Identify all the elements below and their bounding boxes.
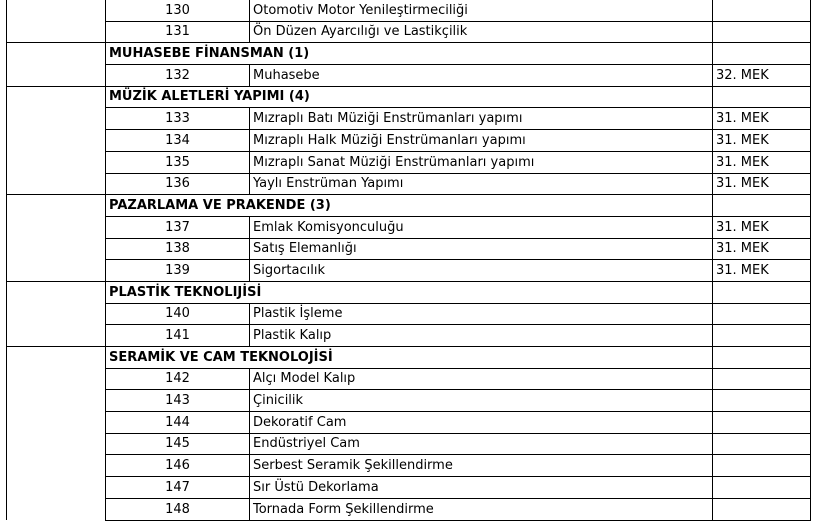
program-name: Plastik İşleme (250, 303, 713, 325)
program-name: Ön Düzen Ayarcılığı ve Lastikçilik (250, 21, 713, 43)
blank-cell (7, 21, 106, 43)
blank-cell (7, 65, 106, 87)
note-cell (713, 0, 811, 21)
program-name: Emlak Komisyonculuğu (250, 216, 713, 238)
program-name: Alçı Model Kalıp (250, 368, 713, 390)
table-row (7, 260, 811, 282)
note-cell (713, 86, 811, 108)
blank-cell (7, 390, 106, 412)
blank-cell (7, 325, 106, 347)
row-number: 141 (106, 325, 250, 347)
program-name: Otomotiv Motor Yenileştirmeciliği (250, 0, 713, 21)
blank-cell (7, 108, 106, 130)
note-cell: 31. MEK (713, 216, 811, 238)
blank-cell (7, 43, 106, 65)
blank-cell (7, 498, 106, 520)
program-name: Sır Üstü Dekorlama (250, 477, 713, 499)
blank-cell (7, 86, 106, 108)
note-cell (713, 498, 811, 520)
blank-cell (7, 347, 106, 369)
note-cell (713, 347, 811, 369)
program-name: Tornada Form Şekillendirme (250, 498, 713, 520)
note-cell (713, 477, 811, 499)
row-number: 137 (106, 216, 250, 238)
row-number: 131 (106, 21, 250, 43)
table-row (7, 325, 811, 347)
program-name: Çinicilik (250, 390, 713, 412)
note-cell (713, 325, 811, 347)
table-row (7, 455, 811, 477)
section-header-row (7, 281, 811, 303)
note-cell: 31. MEK (713, 238, 811, 260)
note-cell (713, 368, 811, 390)
blank-cell (7, 0, 106, 21)
program-name: Mızraplı Sanat Müziği Enstrümanları yapımı (250, 151, 713, 173)
row-number: 142 (106, 368, 250, 390)
table-row (7, 65, 811, 87)
row-number: 143 (106, 390, 250, 412)
table-row (7, 216, 811, 238)
table-row (7, 498, 811, 520)
note-cell (713, 455, 811, 477)
table-row (7, 238, 811, 260)
program-name: Plastik Kalıp (250, 325, 713, 347)
row-number: 138 (106, 238, 250, 260)
table-row (7, 130, 811, 152)
note-cell: 31. MEK (713, 151, 811, 173)
note-cell (713, 195, 811, 217)
section-title: PAZARLAMA VE PRAKENDE (3) (106, 195, 713, 217)
table-row (7, 303, 811, 325)
blank-cell (7, 477, 106, 499)
table-row (7, 0, 811, 21)
blank-cell (7, 173, 106, 195)
note-cell (713, 281, 811, 303)
row-number: 147 (106, 477, 250, 499)
section-header-row (7, 43, 811, 65)
row-number: 144 (106, 412, 250, 434)
row-number: 139 (106, 260, 250, 282)
table-row (7, 433, 811, 455)
row-number: 140 (106, 303, 250, 325)
row-number: 146 (106, 455, 250, 477)
program-table (6, 0, 811, 521)
row-number: 145 (106, 433, 250, 455)
section-title: PLASTİK TEKNOLIJİSİ (106, 281, 713, 303)
program-name: Yaylı Enstrüman Yapımı (250, 173, 713, 195)
note-cell: 31. MEK (713, 173, 811, 195)
program-name: Dekoratif Cam (250, 412, 713, 434)
blank-cell (7, 151, 106, 173)
row-number: 135 (106, 151, 250, 173)
note-cell (713, 412, 811, 434)
row-number: 132 (106, 65, 250, 87)
note-cell: 31. MEK (713, 130, 811, 152)
table-body (7, 0, 811, 520)
program-name: Mızraplı Batı Müziği Enstrümanları yapımı (250, 108, 713, 130)
note-cell (713, 390, 811, 412)
blank-cell (7, 216, 106, 238)
program-name: Mızraplı Halk Müziği Enstrümanları yapımı (250, 130, 713, 152)
row-number: 133 (106, 108, 250, 130)
table-row (7, 151, 811, 173)
table-row (7, 390, 811, 412)
note-cell: 31. MEK (713, 108, 811, 130)
table-row (7, 412, 811, 434)
program-name: Satış Elemanlığı (250, 238, 713, 260)
blank-cell (7, 281, 106, 303)
table-row (7, 108, 811, 130)
blank-cell (7, 412, 106, 434)
program-name: Muhasebe (250, 65, 713, 87)
note-cell: 32. MEK (713, 65, 811, 87)
table-row (7, 21, 811, 43)
section-header-row (7, 347, 811, 369)
program-name: Sigortacılık (250, 260, 713, 282)
note-cell (713, 21, 811, 43)
program-name: Endüstriyel Cam (250, 433, 713, 455)
program-name: Serbest Seramik Şekillendirme (250, 455, 713, 477)
section-header-row (7, 86, 811, 108)
row-number: 136 (106, 173, 250, 195)
blank-cell (7, 195, 106, 217)
section-header-row (7, 195, 811, 217)
blank-cell (7, 455, 106, 477)
blank-cell (7, 433, 106, 455)
note-cell (713, 43, 811, 65)
row-number: 148 (106, 498, 250, 520)
section-title: MÜZİK ALETLERİ YAPIMI (4) (106, 86, 713, 108)
row-number: 134 (106, 130, 250, 152)
row-number: 130 (106, 0, 250, 21)
section-title: MUHASEBE FİNANSMAN (1) (106, 43, 713, 65)
blank-cell (7, 260, 106, 282)
note-cell (713, 433, 811, 455)
blank-cell (7, 238, 106, 260)
table-row (7, 173, 811, 195)
table-row (7, 368, 811, 390)
blank-cell (7, 368, 106, 390)
note-cell: 31. MEK (713, 260, 811, 282)
table-row (7, 477, 811, 499)
blank-cell (7, 303, 106, 325)
note-cell (713, 303, 811, 325)
blank-cell (7, 130, 106, 152)
section-title: SERAMİK VE CAM TEKNOLOJİSİ (106, 347, 713, 369)
